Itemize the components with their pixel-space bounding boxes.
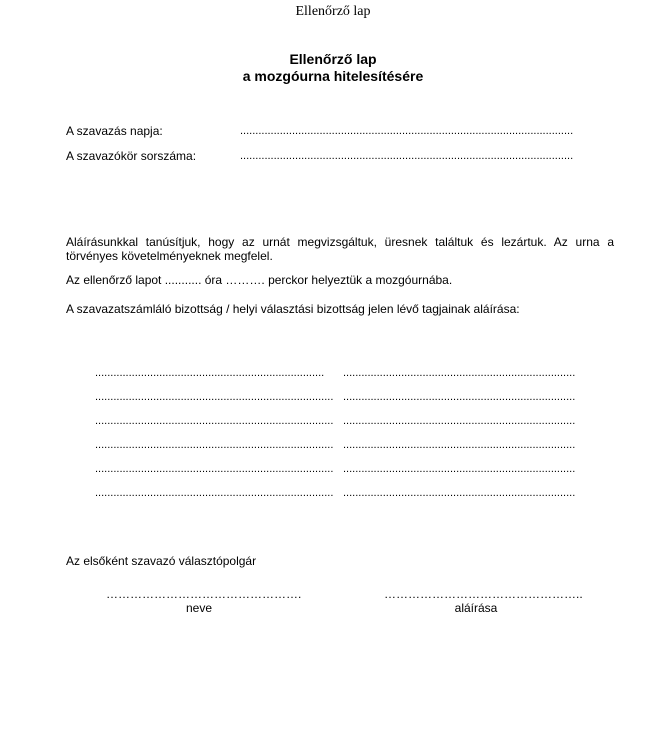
page-header: Ellenőrző lap — [295, 4, 371, 19]
first-voter-label: Az elsőként szavazó választópolgár — [66, 554, 257, 568]
field-label-voting-date: A szavazás napja: — [66, 124, 163, 138]
field-label-district-number: A szavazókör sorszáma: — [66, 149, 197, 163]
signature-line-left: .............................................................................. — [95, 463, 334, 475]
signature-line-left: ........................................................................... — [95, 367, 325, 379]
document-subtitle: a mozgóurna hitelesítésére — [242, 68, 424, 84]
field-dots-district-number: ............................................................................................................. — [240, 150, 574, 162]
signature-line-right: ............................................................................ — [343, 463, 576, 475]
first-voter-name-dots: …………………………………………. — [106, 587, 302, 601]
signature-line-right: ............................................................................ — [343, 367, 576, 379]
signature-line-left: .............................................................................. — [95, 415, 334, 427]
signature-line-left: .............................................................................. — [95, 487, 334, 499]
signature-line-right: ............................................................................ — [343, 439, 576, 451]
first-voter-signature-caption: aláírása — [454, 601, 498, 615]
signature-line-right: ............................................................................ — [343, 487, 576, 499]
certification-paragraph: Aláírásunkkal tanúsítjuk, hogy az urnát megvizsgáltuk, üresnek találtuk és lezártuk. Az urna a törvényes követelményeknek megfelel. — [66, 235, 614, 263]
committee-signature-heading: A szavazatszámláló bizottság / helyi választási bizottság jelen lévő tagjainak aláírása: — [66, 302, 520, 316]
first-voter-name-caption: neve — [185, 601, 213, 615]
signature-line-right: ............................................................................ — [343, 415, 576, 427]
signature-line-left: .............................................................................. — [95, 439, 334, 451]
field-dots-voting-date: ............................................................................................................. — [240, 125, 574, 137]
first-voter-signature-dots: ………………………………………….. — [384, 587, 583, 601]
signature-line-left: .............................................................................. — [95, 391, 334, 403]
placement-time-paragraph: Az ellenőrző lapot ........... óra ………. perckor helyeztük a mozgóurnába. — [66, 273, 453, 287]
signature-line-right: ............................................................................ — [343, 391, 576, 403]
document-title: Ellenőrző lap — [289, 51, 377, 67]
